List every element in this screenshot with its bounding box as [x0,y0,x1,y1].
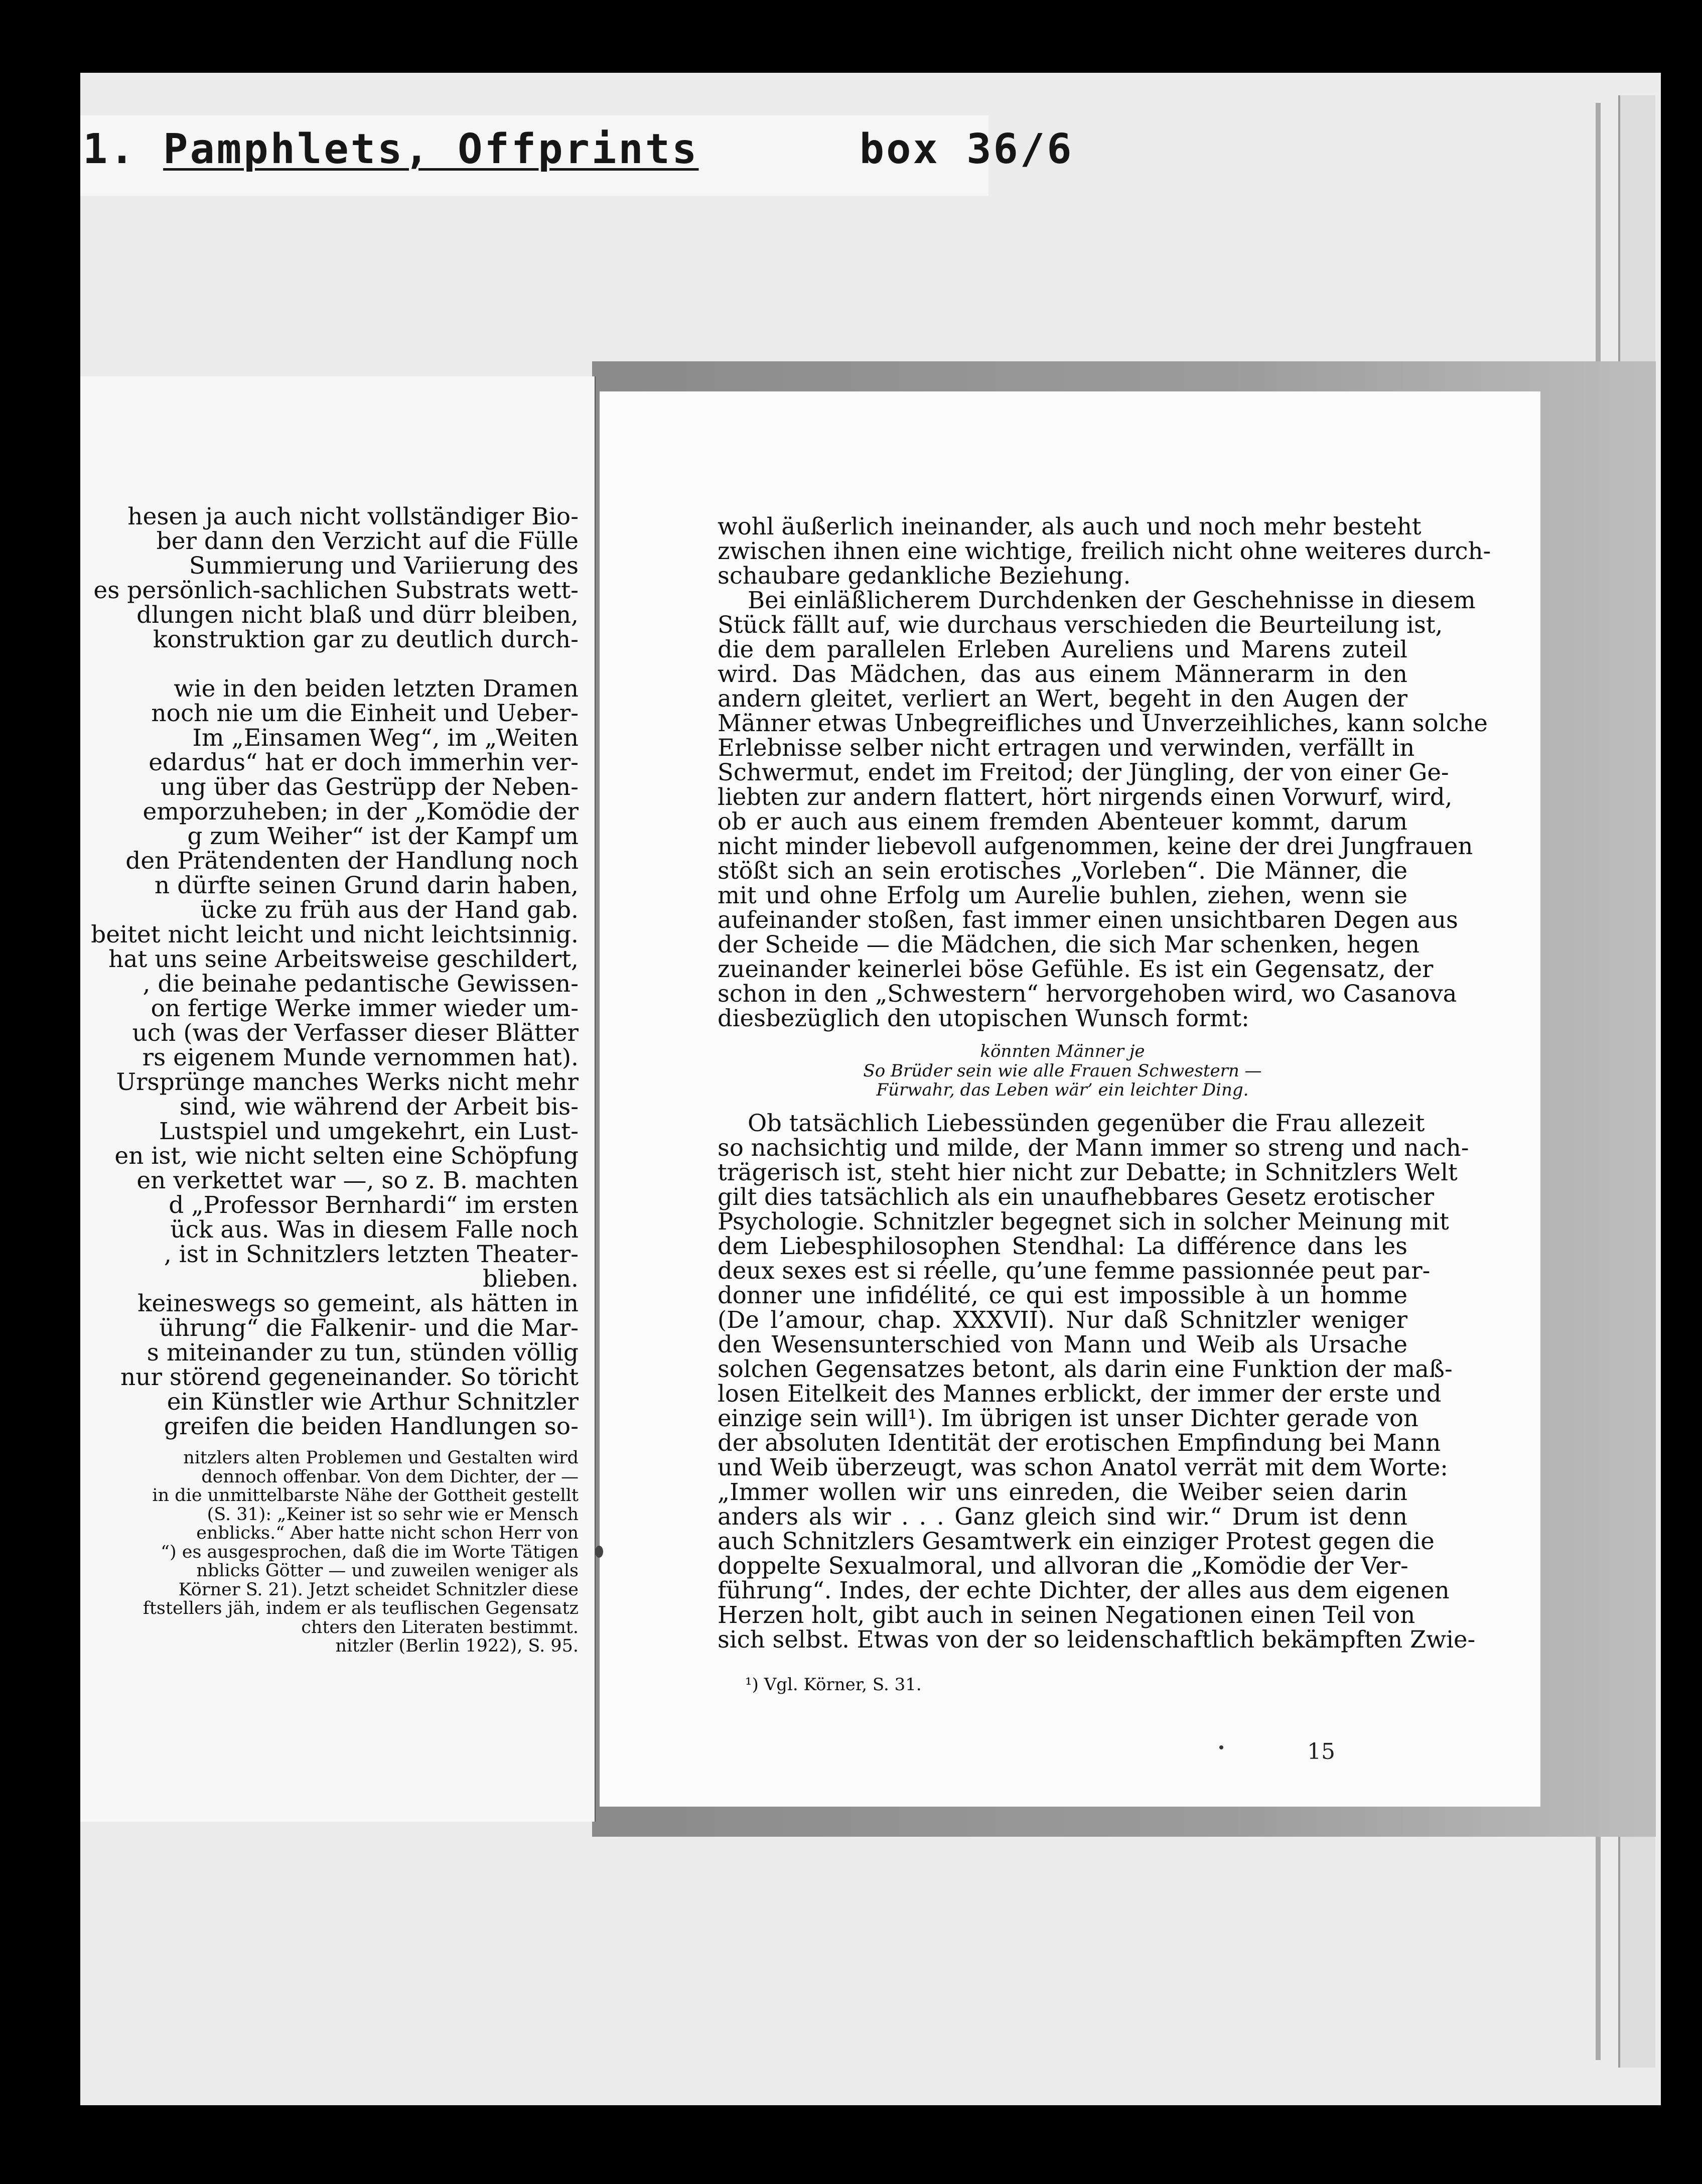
text-line: ücke zu früh aus der Hand gab. [200,896,579,924]
footnote-line: dennoch offenbar. Von dem Dichter, der — [201,1466,579,1487]
text-line: d „Professor Bernhardi“ im ersten [169,1191,579,1219]
text-line: wird. Das Mädchen, das aus einem Männerarm in den [718,660,1407,688]
text-line: on fertige Werke immer wieder um- [151,995,579,1022]
text-line: Psychologie. Schnitzler begegnet sich in solcher Meinung mit [718,1207,1449,1235]
text-line: rs eigenem Munde vernommen hat). [142,1044,579,1071]
label-title: Pamphlets, Offprints [163,125,699,173]
text-line: hat uns seine Arbeitsweise geschildert, [108,945,579,973]
archive-label [83,125,1074,173]
text-line: ob er auch aus einem fremden Abenteuer kommt, darum [718,808,1407,835]
footnote-line: nblicks Götter — und zuweilen weniger als [196,1561,579,1581]
text-line: , die beinahe pedantische Gewissen- [143,970,579,998]
text-line: zueinander keinerlei böse Gefühle. Es ist ein Gegensatz, der [718,956,1434,983]
verse-quote [718,1042,1407,1100]
left-page-text [84,504,579,1656]
footnote: ¹) Vgl. Körner, S. 31. [745,1674,922,1695]
text-line: den Wesensunterschied von Mann und Weib als Ursache [718,1330,1407,1358]
text-line: anders als wir . . . Ganz gleich sind wir.“ Drum ist denn [718,1503,1407,1530]
text-line: noch nie um die Einheit und Ueber- [151,700,579,727]
text-line: konstruktion gar zu deutlich durch- [153,626,579,653]
text-line: edardus“ hat er doch immerhin ver- [149,749,579,776]
text-line: g zum Weiher“ ist der Kampf um [187,823,579,850]
text-line: schon in den „Schwestern“ hervorgehoben wird, wo Casanova [718,980,1457,1007]
text-line: mit und ohne Erfolg um Aurelie buhlen, ziehen, wenn sie [718,882,1407,909]
text-line: uch (was der Verfasser dieser Blätter [132,1019,579,1047]
text-line: zwischen ihnen eine wichtige, freilich nicht ohne weiteres durch- [718,537,1491,565]
text-line: Summierung und Variierung des [189,552,579,580]
text-line: Schwermut, endet im Freitod; der Jüngling, der von einer Ge- [718,759,1449,786]
text-line: „Immer wollen wir uns einreden, die Weiber seien darin [718,1478,1407,1506]
text-line: den Prätendenten der Handlung noch [125,847,579,875]
text-line: der absoluten Identität der erotischen Empfindung bei Mann [718,1429,1441,1456]
text-line: dlungen nicht blaß und dürr bleiben, [136,601,579,629]
text-line: nur störend gegeneinander. So töricht [120,1363,579,1391]
text-line: Ursprünge manches Werks nicht mehr [116,1068,579,1096]
footnote-line: nitzler (Berlin 1922), S. 95. [335,1636,579,1656]
text-line: andern gleitet, verliert an Wert, begeht in den Augen der [718,685,1407,712]
text-line: ein Künstler wie Arthur Schnitzler [167,1388,579,1416]
text-line: Männer etwas Unbegreifliches und Unverzeihliches, kann solche [718,710,1488,737]
staple-mark [595,1546,603,1558]
label-number: 1. [83,125,136,173]
page-dot [1219,1745,1223,1749]
text-line: der Scheide — die Mädchen, die sich Mar schenken, hegen [718,931,1420,958]
footnote-line: in die unmittelbarste Nähe der Gottheit gestellt [152,1485,579,1506]
left-page [80,376,596,1822]
text-line: Stück fällt auf, wie durchaus verschieden die Beurteilung ist, [718,611,1443,638]
text-line: , ist in Schnitzlers letzten Theater- [164,1241,579,1268]
text-line: keineswegs so gemeint, als hätten in [137,1290,579,1317]
text-line: en ist, wie nicht selten eine Schöpfung [114,1142,579,1170]
text-line: (De l’amour, chap. XXXVII). Nur daß Schnitzler weniger [718,1306,1407,1333]
verse-line: So Brüder sein wie alle Frauen Schwestern — [863,1060,1262,1081]
text-line: auch Schnitzlers Gesamtwerk ein einziger Protest gegen die [718,1527,1435,1555]
text-line: solchen Gegensatzes betont, als darin eine Funktion der maß- [718,1355,1453,1383]
text-line: wohl äußerlich ineinander, als auch und noch mehr besteht [718,513,1422,540]
footnote-line: (S. 31): „Keiner ist so sehr wie er Mensch [207,1504,579,1525]
text-line: donner une infidélité, ce qui est impossible à un homme [718,1281,1407,1309]
text-line: sich selbst. Etwas von der so leidenschaftlich bekämpften Zwie- [718,1625,1476,1653]
text-line: führung“. Indes, der echte Dichter, der alles aus dem eigenen [718,1576,1450,1604]
paragraph-gap [84,652,579,676]
text-line: wie in den beiden letzten Dramen [174,675,579,703]
text-line: hesen ja auch nicht vollständiger Bio- [127,503,579,530]
text-line: sind, wie während der Arbeit bis- [179,1093,579,1121]
text-line: Ob tatsächlich Liebessünden gegenüber die Frau allezeit [748,1109,1425,1137]
text-line: blieben. [482,1265,579,1293]
text-line: emporzuheben; in der „Komödie der [143,798,579,826]
text-line: en verkettet war —, so z. B. machten [136,1167,579,1194]
text-line: ung über das Gestrüpp der Neben- [161,773,579,801]
label-box: box 36/6 [859,125,1074,173]
text-line: aufeinander stoßen, fast immer einen unsichtbaren Degen aus [718,906,1458,933]
page-number: 15 [1307,1739,1335,1764]
text-line: greifen die beiden Handlungen so- [164,1413,579,1440]
text-line: losen Eitelkeit des Mannes erblickt, der immer der erste und [718,1380,1442,1407]
text-line: liebten zur andern flattert, hört nirgends einen Vorwurf, wird, [718,783,1453,810]
verse-line: könnten Männer je [980,1041,1145,1061]
text-line: gilt dies tatsächlich als ein unaufhebbares Gesetz erotischer [718,1183,1435,1210]
text-line: ber dann den Verzicht auf die Fülle [156,527,579,555]
text-line: Herzen holt, gibt auch in seinen Negationen einen Teil von [718,1601,1415,1628]
footnote-line: “) es ausgesprochen, daß die im Worte Tätigen [161,1542,579,1562]
text-line: einzige sein will¹). Im übrigen ist unser Dichter gerade von [718,1404,1419,1432]
right-page [600,391,1540,1807]
right-page-text [718,513,1491,1695]
footnote-line: nitzlers alten Problemen und Gestalten wird [183,1448,579,1468]
text-line: beitet nicht leicht und nicht leichtsinnig. [91,921,579,948]
text-line: so nachsichtig und milde, der Mann immer so streng und nach- [718,1134,1469,1161]
text-line: doppelte Sexualmoral, und allvoran die „Komödie der Ver- [718,1552,1408,1579]
text-line: ück aus. Was in diesem Falle noch [170,1216,579,1244]
text-line: trägerisch ist, steht hier nicht zur Debatte; in Schnitzlers Welt [718,1158,1458,1186]
text-line: Erlebnisse selber nicht ertragen und verwinden, verfällt in [718,734,1415,761]
text-line: diesbezüglich den utopischen Wunsch formt: [718,1005,1249,1032]
text-line: Bei einläßlicherem Durchdenken der Geschehnisse in diesem [748,587,1476,614]
text-line: die dem parallelen Erleben Aureliens und Marens zuteil [718,636,1407,663]
text-line: nicht minder liebevoll aufgenommen, keine der drei Jungfrauen [718,833,1473,860]
text-line: deux sexes est si réelle, qu’une femme passionnée peut par- [718,1257,1431,1284]
verse-line: Fürwahr, das Leben wär’ ein leichter Ding. [876,1080,1249,1100]
footnote-line: ftstellers jäh, indem er als teuflischen Gegensatz [143,1598,579,1618]
footnote-line: Körner S. 21). Jetzt scheidet Schnitzler diese [178,1579,579,1600]
text-line: schaubare gedankliche Beziehung. [718,562,1131,589]
text-line: dem Liebesphilosophen Stendhal: La différence dans les [718,1232,1407,1260]
text-line: und Weib überzeugt, was schon Anatol verrät mit dem Worte: [718,1453,1448,1481]
footnote-gap [84,1439,579,1449]
text-line: es persönlich-sachlichen Substrats wett- [93,577,579,604]
text-line: s miteinander zu tun, stünden völlig [147,1339,579,1367]
footnote-line: enblicks.“ Aber hatte nicht schon Herr von [196,1523,579,1543]
footnote-line: chters den Literaten bestimmt. [301,1617,579,1637]
text-line: stößt sich an sein erotisches „Vorleben“. Die Männer, die [718,857,1407,884]
text-line: n dürfte seinen Grund darin haben, [154,872,579,899]
text-line: ührung“ die Falkenir- und die Mar- [159,1314,579,1342]
text-line: Im „Einsamen Weg“, im „Weiten [192,724,579,752]
text-line: Lustspiel und umgekehrt, ein Lust- [159,1118,579,1145]
